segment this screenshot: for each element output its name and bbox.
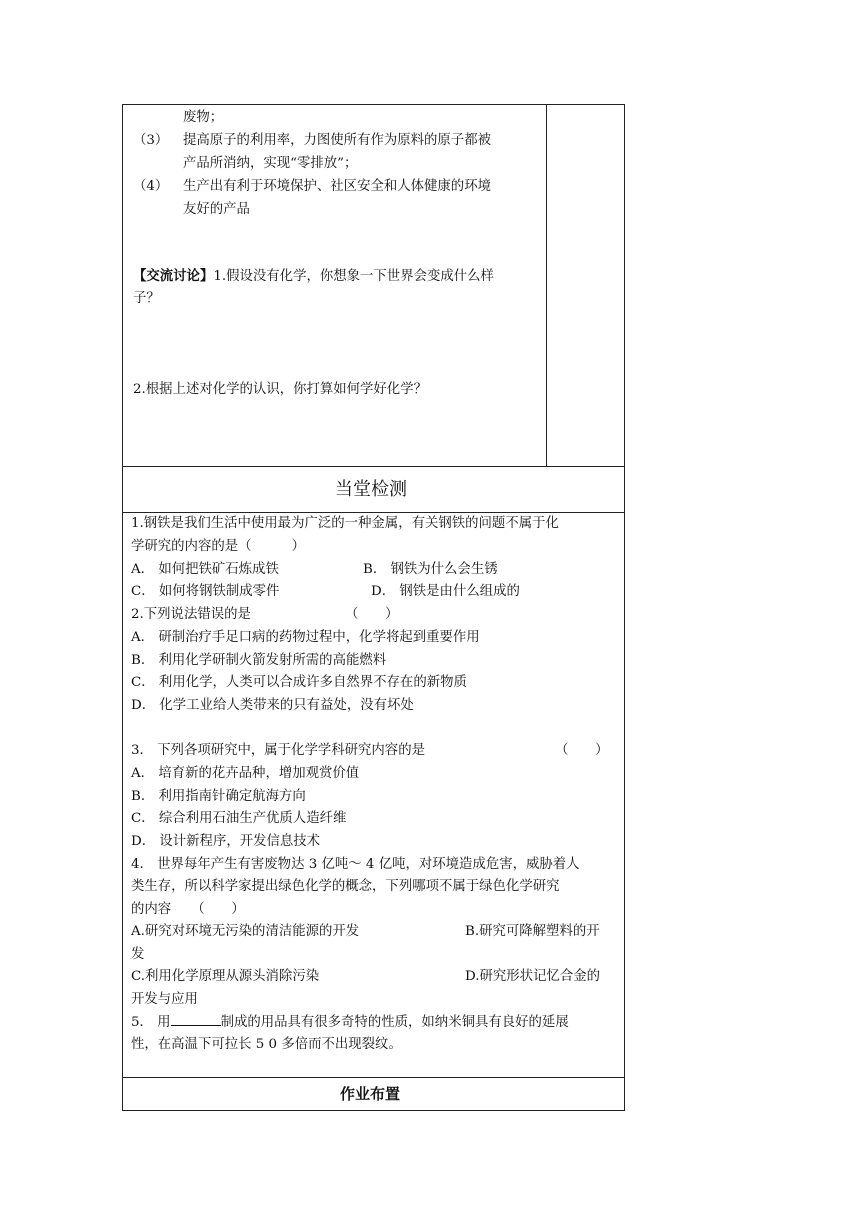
homework-section-title: 作业布置: [340, 1085, 401, 1103]
q4-line3: 的内容 （ ）: [131, 902, 245, 917]
q4-line2: 类生存，所以科学家提出绿色化学的概念，下列哪项不属于绿色化学研究: [131, 879, 560, 894]
q4-line1: 4． 世界每年产生有害废物达 3 亿吨～ 4 亿吨，对环境造成危害，威胁着人: [131, 857, 580, 872]
q4-option-b-continuation: 发: [131, 947, 145, 962]
q5-fill-blank: [171, 1011, 221, 1026]
q1-option-b: B． 钢铁为什么会生锈: [363, 562, 498, 577]
q3-blank: （ ）: [555, 743, 609, 758]
discussion-tag: 【交流讨论】: [133, 268, 214, 284]
q3-option-b: B． 利用指南针确定航海方向: [131, 789, 306, 804]
q4-option-d: D.研究形状记忆合金的: [465, 969, 601, 984]
item4-line1: 生产出有利于环境保护、社区安全和人体健康的环境: [183, 179, 491, 194]
item3-line2: 产品所消纳，实现“零排放”；: [183, 156, 358, 171]
lesson-table: [122, 104, 625, 1111]
check-section-title: 当堂检测: [335, 479, 407, 500]
q1-option-c: C． 如何将钢铁制成零件: [131, 584, 280, 599]
q5-prefix: 5． 用: [131, 1015, 171, 1030]
q4-option-c: C.利用化学原理从源头消除污染: [131, 969, 320, 984]
item4-number: （4）: [133, 179, 169, 194]
q3-stem: 3． 下列各项研究中，属于化学学科研究内容的是: [131, 743, 425, 758]
q3-option-c: C． 综合利用石油生产优质人造纤维: [131, 811, 347, 826]
item3-number: （3）: [133, 133, 169, 148]
discussion-question-2: 2.根据上述对化学的认识，你打算如何学好化学？: [133, 382, 427, 397]
q1-line1: 1.钢铁是我们生活中使用最为广泛的一种金属，有关钢铁的问题不属于化: [131, 516, 559, 531]
q5-line1: [131, 1011, 569, 1034]
q2-blank: （ ）: [345, 607, 399, 622]
q2-option-d: D． 化学工业给人类带来的只有益处，没有坏处: [131, 698, 414, 713]
q3-option-d: D． 设计新程序，开发信息技术: [131, 834, 321, 849]
q5-line2: 性，在高温下可拉长 5 0 多倍而不出现裂纹。: [131, 1037, 402, 1052]
q4-option-a: A.研究对环境无污染的清洁能源的开发: [131, 924, 360, 939]
q2-stem: 2.下列说法错误的是: [131, 607, 251, 622]
q1-line2: 学研究的内容的是（ ）: [131, 539, 306, 554]
discussion-question-1: [133, 265, 494, 288]
row-divider-3: [123, 1077, 624, 1078]
q2-option-a: A． 研制治疗手足口病的药物过程中，化学将起到重要作用: [131, 630, 480, 645]
q1-option-a: A． 如何把铁矿石炼成铁: [131, 562, 279, 577]
q1-option-d: D． 钢铁是由什么组成的: [371, 584, 520, 599]
waste-line: 废物；: [183, 110, 224, 125]
row-divider-1: [123, 466, 624, 467]
q5-suffix: 制成的用品具有很多奇特的性质，如纳米铜具有良好的延展: [220, 1015, 569, 1030]
q4-option-d-continuation: 开发与应用: [131, 992, 198, 1007]
q2-option-b: B． 利用化学研制火箭发射所需的高能燃料: [131, 653, 387, 668]
q2-option-c: C． 利用化学，人类可以合成许多自然界不存在的新物质: [131, 675, 467, 690]
side-column-divider: [546, 105, 547, 466]
q3-option-a: A． 培育新的花卉品种，增加观赏价值: [131, 766, 360, 781]
q4-option-b: B.研究可降解塑料的开: [465, 924, 600, 939]
discussion-q1-continuation: 子？: [133, 291, 160, 306]
item4-line2: 友好的产品: [183, 202, 250, 217]
discussion-q1-text: 1.假设没有化学，你想象一下世界会变成什么样: [213, 269, 494, 284]
item3-line1: 提高原子的利用率，力图使所有作为原料的原子都被: [183, 133, 491, 148]
